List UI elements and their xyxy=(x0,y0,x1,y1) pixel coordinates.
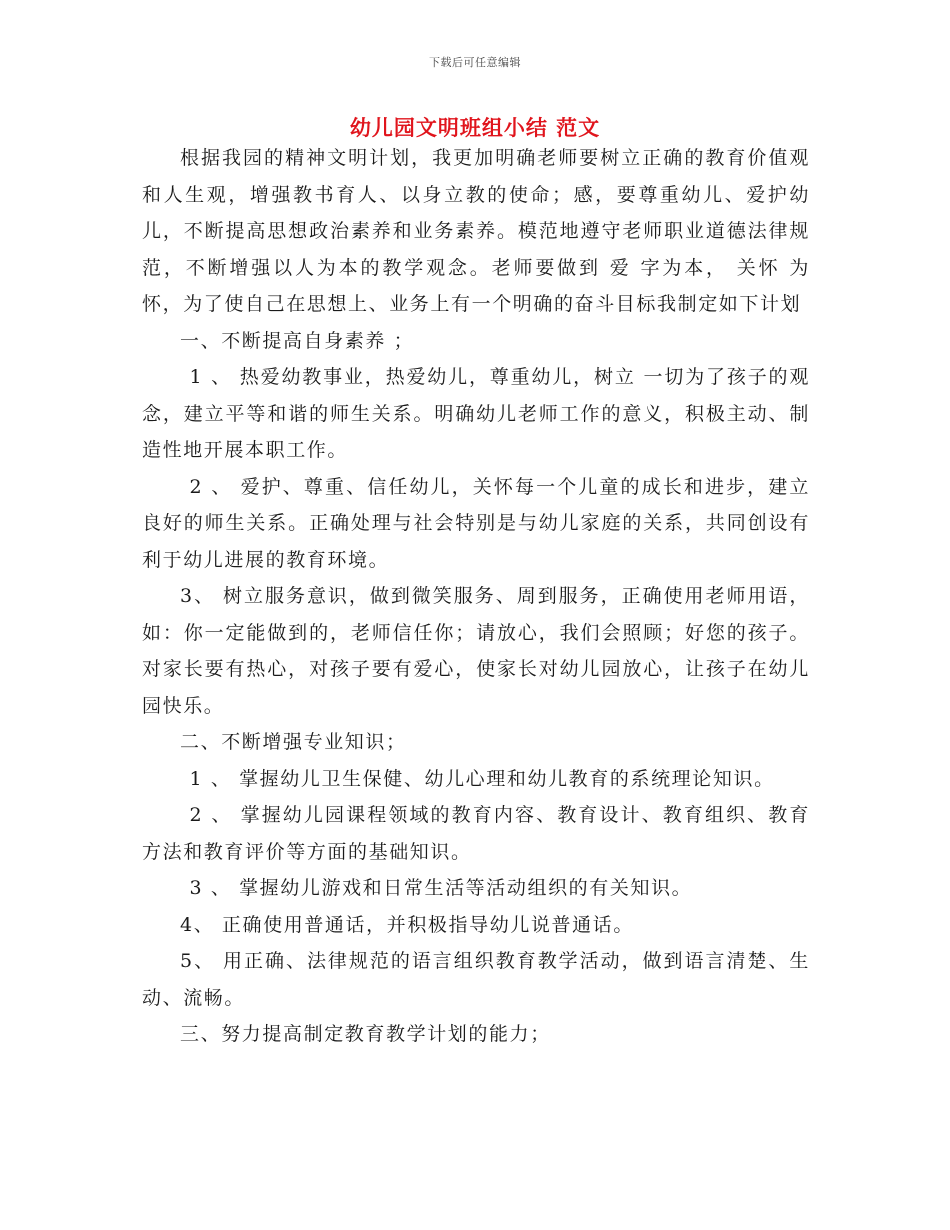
list-item: 3、 树立服务意识，做到微笑服务、周到服务，正确使用老师用语，如：你一定能做到的，老师信任你；请放心，我们会照顾；好您的孩子。对家长要有热心，对孩子要有爱心，使家长对幼儿园放心，让孩子在幼儿园快乐。 xyxy=(142,585,810,717)
list-item: 2 、 掌握幼儿园课程领域的教育内容、教育设计、教育组织、教育方法和教育评价等方面的基础知识。 xyxy=(142,804,810,863)
section-heading-2: 二、不断增强专业知识； xyxy=(180,731,407,753)
section-heading-3: 三、努力提高制定教育教学计划的能力； xyxy=(180,1023,551,1045)
list-item: 3 、 掌握幼儿游戏和日常生活等活动组织的有关知识。 xyxy=(189,877,693,899)
list-item: 1 、 掌握幼儿卫生保健、幼儿心理和幼儿教育的系统理论知识。 xyxy=(189,767,775,790)
document-title: 幼儿园文明班组小结 范文 xyxy=(349,115,601,140)
list-item: 5、 用正确、法律规范的语言组织教育教学活动，做到语言清楚、生动、流畅。 xyxy=(142,950,810,1009)
document-body xyxy=(142,140,810,1053)
section-heading-1: 一、不断提高自身素养 ； xyxy=(180,329,415,352)
page-header-note: 下载后可任意编辑 xyxy=(429,56,521,69)
intro-paragraph: 根据我园的精神文明计划，我更加明确老师要树立正确的教育价值观和人生观，增强教书育人、以身立教的使命；感，要尊重幼儿、爱护幼儿，不断提高思想政治素养和业务素养。模范地遵守老师职业道德法律规范，不断增强以人为本的教学观念。老师要做到 爱 字为本， 关怀 为怀，为了使自己在思想上、业务上有一个明确的奋斗目标我制定如下计划 xyxy=(142,147,810,315)
list-item: 2 、 爱护、尊重、信任幼儿，关怀每一个儿童的成长和进步，建立良好的师生关系。正确处理与社会特别是与幼儿家庭的关系，共同创设有利于幼儿进展的教育环境。 xyxy=(142,475,810,571)
list-item: 4、 正确使用普通话，并积极指导幼儿说普通话。 xyxy=(180,913,634,936)
list-item: 1 、 热爱幼教事业，热爱幼儿，尊重幼儿，树立 一切为了孩子的观念，建立平等和谐的师生关系。明确幼儿老师工作的意义，积极主动、制造性地开展本职工作。 xyxy=(142,366,810,461)
